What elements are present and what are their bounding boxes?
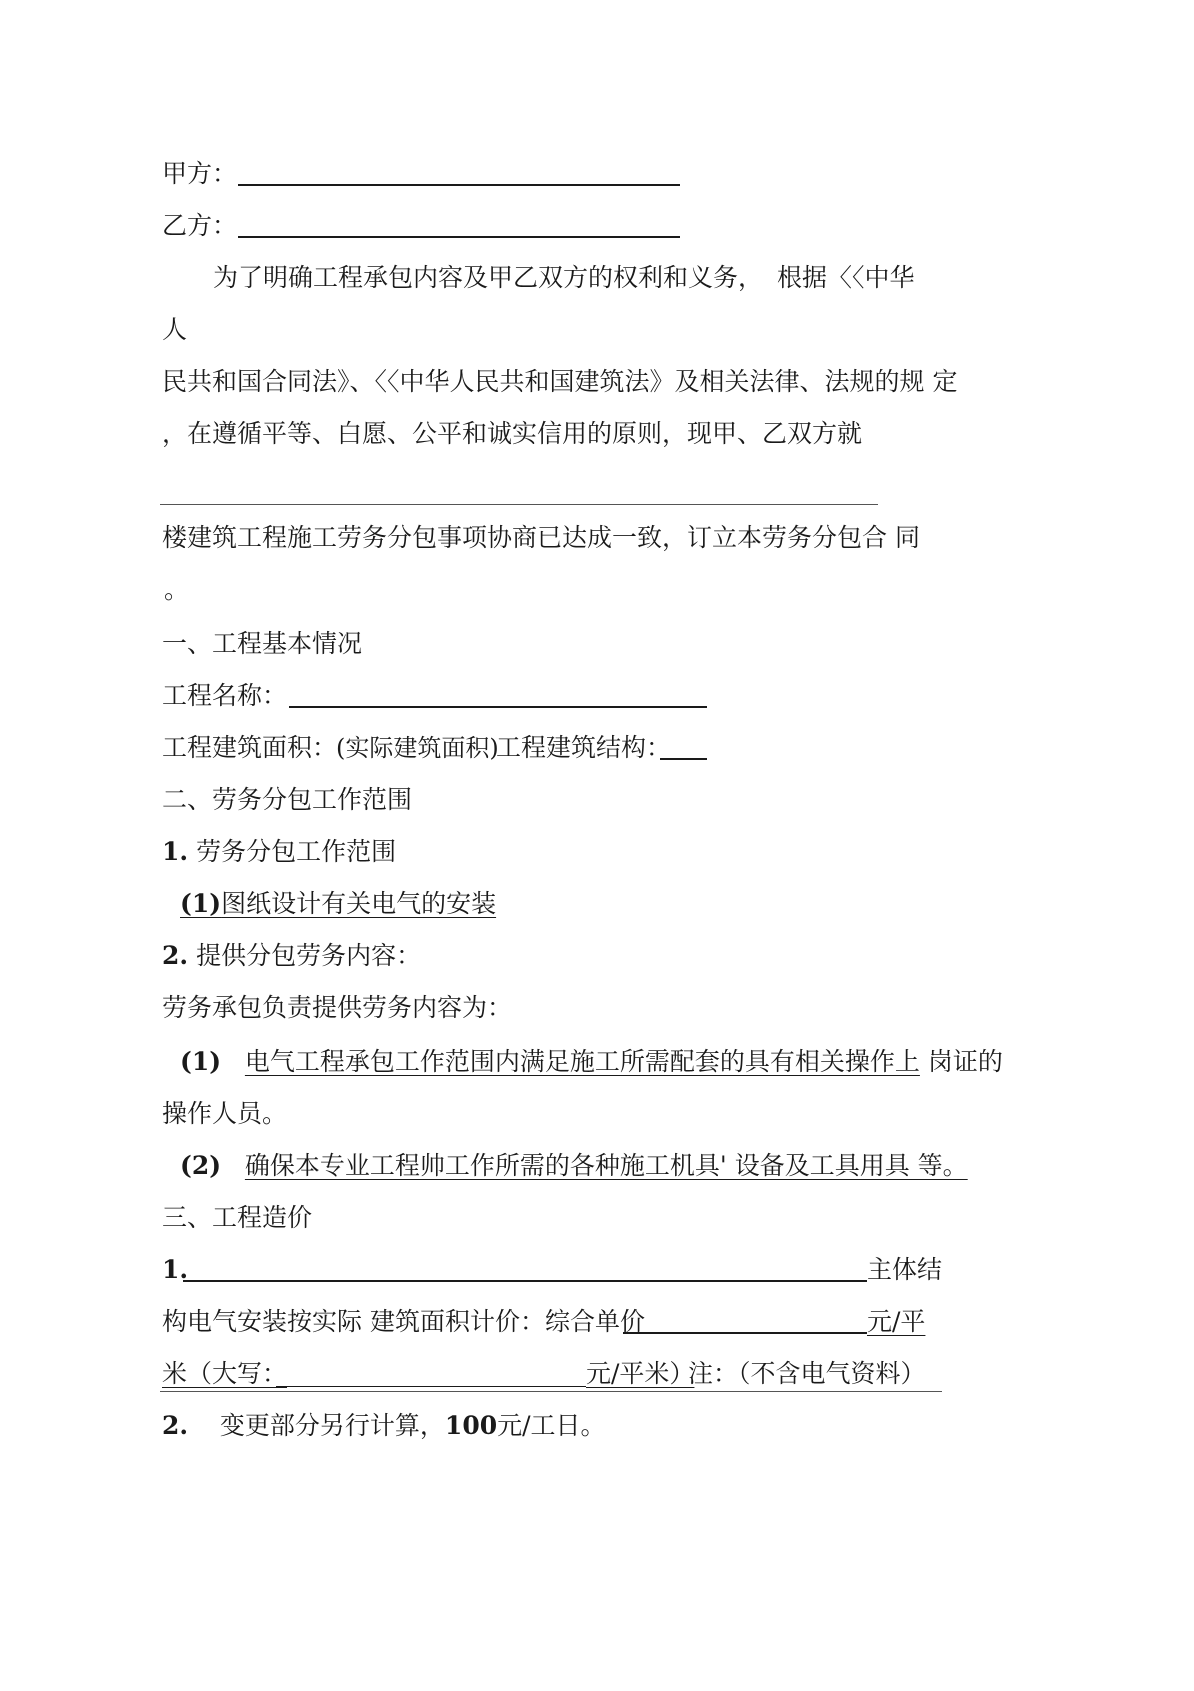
project-structure-label: 工程建筑结构： [496,733,672,762]
scope-sub-item-1: (1)图纸设计有关电气的安装 [180,889,497,918]
party-b-blank [238,236,680,238]
price-line-3a: 米（大写： [162,1359,288,1388]
project-name-blank [289,706,707,708]
project-area-label: 工程建筑面积： [162,733,338,762]
price-item-1-blank [183,1280,867,1282]
section-1-title: 一、工程基本情况 [162,629,363,658]
preamble-line-1a: 为了明确工程承包内容及甲乙双方的权利和义务， [213,263,764,292]
party-b-label: 乙方： [162,211,238,240]
section-2-title: 二、劳务分包工作范围 [162,785,413,814]
amount-words-blank [276,1386,586,1387]
unit-price-blank [623,1332,867,1334]
party-a-blank [238,184,680,186]
preamble-line-5: 楼建筑工程施工劳务分包事项协商已达成一致，订立本劳务分包合 同 [162,523,920,552]
labor-content-intro: 劳务承包负责提供劳务内容为： [162,993,513,1022]
party-a-label: 甲方： [162,159,238,188]
project-name-blank-rule [160,504,878,505]
labor-content-1: (1) 电气工程承包工作范围内满足施工所需配套的具有相关操作上 岗证的 [180,1047,1003,1076]
section-3-title: 三、工程造价 [162,1203,313,1232]
price-note: 注：（不含电气资料） [688,1359,926,1388]
project-name-label: 工程名称： [162,681,288,710]
preamble-line-1b: 根据〈〈中华 [777,263,915,292]
price-line-3b: 元/平米） [586,1359,695,1388]
price-item-1-num: 1. [162,1255,189,1284]
scope-item-2: 2. 提供分包劳务内容： [162,941,422,970]
preamble-line-4: ，在遵循平等、白愿、公平和诚实信用的原则，现甲、乙双方就 [162,419,863,448]
preamble-line-6: 。 [164,575,190,604]
preamble-line-3: 民共和国合同法》、〈〈中华人民共和国建筑法》及相关法律、法规的规 定 [162,367,958,396]
scope-item-1: 1. 劳务分包工作范围 [162,837,397,866]
preamble-line-2: 人 [162,315,188,344]
labor-content-2: (2) 确保本专业工程帅工作所需的各种施工机具' 设备及工具用具 等。 [180,1151,968,1180]
price-item-1-tail: 主体结 [867,1255,943,1284]
price-unit: 元/平 [867,1307,926,1336]
price-item-2: 2. 变更部分另行计算，100元/工日。 [162,1411,606,1440]
price-line-2a: 构电气安装按实际 建筑面积计价：综合单价 [162,1307,645,1336]
project-area-note: (实际建筑面积) [336,734,499,762]
price-divider [160,1391,942,1392]
labor-content-1-cont: 操作人员。 [162,1099,288,1128]
project-structure-blank [660,758,707,760]
